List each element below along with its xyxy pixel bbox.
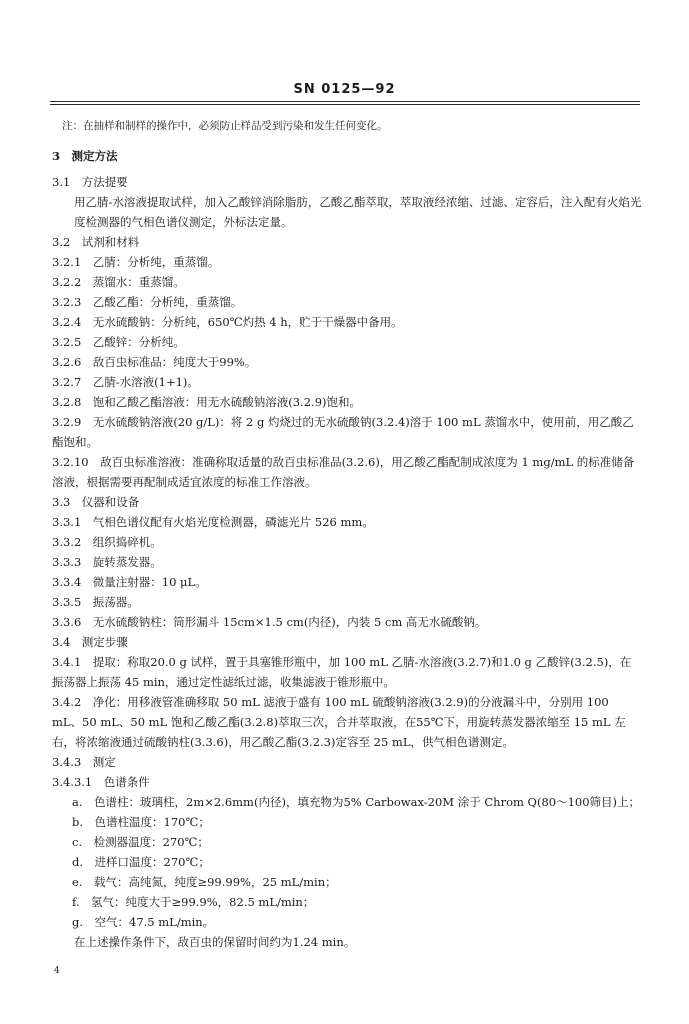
- section-3-heading: 3 测定方法: [52, 149, 118, 163]
- item-3-2-4: 3.2.4 无水硫酸钠：分析纯，650℃灼热 4 h，贮于干燥器中备用。: [52, 315, 403, 329]
- condition-f: f. 氢气：纯度大于≥99.9%，82.5 mL/min；: [72, 895, 315, 909]
- retention-time-text: 在上述操作条件下，敌百虫的保留时间约为1.24 min。: [74, 935, 356, 949]
- condition-d: d. 进样口温度：270℃；: [72, 855, 210, 869]
- condition-a: a. 色谱柱：玻璃柱，2m×2.6mm(内径)，填充物为5% Carbowax-20M 涂于 Chrom Q(80～100筛目)上；: [72, 795, 641, 809]
- item-3-2-6: 3.2.6 敌百虫标准品：纯度大于99%。: [52, 355, 257, 369]
- section-3-1-heading: 3.1 方法提要: [52, 175, 128, 189]
- item-3-3-2: 3.3.2 组织捣碎机。: [52, 535, 162, 549]
- header-rule-bottom: [50, 104, 640, 105]
- standard-number-header: SN 0125—92: [293, 82, 396, 97]
- section-3-2-heading: 3.2 试剂和材料: [52, 235, 140, 249]
- item-3-4-2: 3.4.2 净化：用移液管准确移取 50 mL 滤液于盛有 100 mL 硫酸钠溶液(3.2.9)的分液漏斗中，分别用 100 mL、50 mL、50 mL 饱和乙酸乙酯(3.2.8)萃取三次，合并萃取液，在55℃下，用旋转蒸发器浓缩至 15 mL 左右，将浓缩液通过硫酸钠柱(3.3.6)，用乙酸乙酯(3.2.3)定容至 25 mL，供气相色谱测定。: [52, 695, 626, 749]
- item-3-2-3: 3.2.3 乙酸乙酯：分析纯，重蒸馏。: [52, 295, 243, 309]
- section-3-3-heading: 3.3 仪器和设备: [52, 495, 140, 509]
- item-3-4-3: 3.4.3 测定: [52, 755, 116, 769]
- item-3-2-5: 3.2.5 乙酸锌：分析纯。: [52, 335, 185, 349]
- item-3-3-4: 3.3.4 微量注射器：10 μL。: [52, 575, 207, 589]
- item-3-3-6: 3.3.6 无水硫酸钠柱：筒形漏斗 15cm×1.5 cm(内径)，内装 5 cm 高无水硫酸钠。: [52, 615, 487, 629]
- item-3-2-1: 3.2.1 乙腈：分析纯，重蒸馏。: [52, 255, 220, 269]
- item-3-3-3: 3.3.3 旋转蒸发器。: [52, 555, 162, 569]
- page-number: 4: [54, 966, 60, 976]
- sampling-note: 注：在抽样和制样的操作中，必须防止样品受到污染和发生任何变化。: [62, 120, 388, 132]
- document-body: [52, 116, 642, 952]
- method-summary-text: 用乙腈-水溶液提取试样，加入乙酸锌消除脂肪，乙酸乙酯萃取，萃取液经浓缩、过滤、定容后，注入配有火焰光度检测器的气相色谱仪测定，外标法定量。: [74, 195, 642, 229]
- condition-b: b. 色谱柱温度：170℃；: [72, 815, 210, 829]
- condition-c: c. 检测器温度：270℃；: [72, 835, 209, 849]
- header-rule-top: [50, 101, 640, 102]
- condition-g: g. 空气：47.5 mL/min。: [72, 915, 215, 929]
- item-3-2-8: 3.2.8 饱和乙酸乙酯溶液：用无水硫酸钠溶液(3.2.9)饱和。: [52, 395, 361, 409]
- item-3-2-7: 3.2.7 乙腈-水溶液(1+1)。: [52, 375, 199, 389]
- condition-e: e. 载气：高纯氮，纯度≥99.99%，25 mL/min；: [72, 875, 337, 889]
- item-3-4-1: 3.4.1 提取：称取20.0 g 试样，置于具塞锥形瓶中，加 100 mL 乙腈-水溶液(3.2.7)和1.0 g 乙酸锌(3.2.5)，在振荡器上振荡 45 min，通过定性滤纸过滤，收集滤液于锥形瓶中。: [52, 655, 632, 689]
- item-3-3-5: 3.3.5 振荡器。: [52, 595, 139, 609]
- item-3-3-1: 3.3.1 气相色谱仪配有火焰光度检测器，磷滤光片 526 mm。: [52, 515, 374, 529]
- item-3-4-3-1: 3.4.3.1 色谱条件: [52, 775, 150, 789]
- item-3-2-9: 3.2.9 无水硫酸钠溶液(20 g/L)：将 2 g 灼烧过的无水硫酸钠(3.2.4)溶于 100 mL 蒸馏水中，使用前，用乙酸乙酯饱和。: [52, 415, 634, 449]
- item-3-2-10: 3.2.10 敌百虫标准溶液：准确称取适量的敌百虫标准品(3.2.6)，用乙酸乙酯配制成浓度为 1 mg/mL 的标准储备溶液，根据需要再配制成适宜浓度的标准工作溶液。: [52, 455, 635, 489]
- item-3-2-2: 3.2.2 蒸馏水：重蒸馏。: [52, 275, 185, 289]
- section-3-4-heading: 3.4 测定步骤: [52, 635, 128, 649]
